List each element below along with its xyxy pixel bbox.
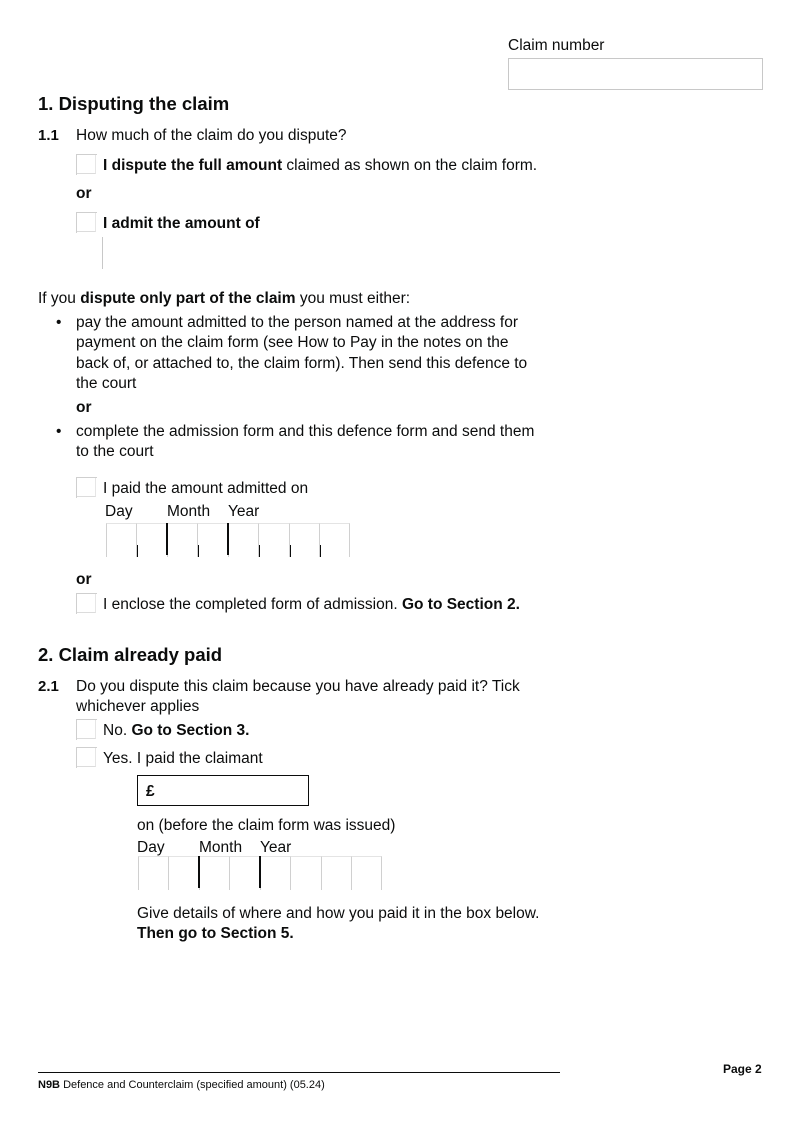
section-1-title: 1. Disputing the claim [38, 93, 230, 114]
bullet-1-line-4: the court [76, 375, 137, 392]
bullet-2-marker: • [56, 423, 62, 440]
or-label-1: or [76, 185, 92, 202]
date-separator [166, 523, 168, 555]
admit-amount-checkbox[interactable] [76, 212, 96, 232]
question-1-1-number: 1.1 [38, 127, 59, 144]
date-digit-cell[interactable] [199, 856, 230, 890]
yes-paid-label: Yes. I paid the claimant [103, 750, 263, 767]
question-1-1-text: How much of the claim do you dispute? [76, 127, 347, 144]
yes-paid-checkbox[interactable] [76, 747, 96, 767]
no-paid-checkbox[interactable] [76, 719, 96, 739]
date-digit-cell[interactable] [289, 523, 320, 557]
date-digit-cell[interactable] [260, 856, 291, 890]
date-month-label-2: Month [199, 839, 243, 856]
date-year-label-2: Year [260, 839, 292, 856]
section-2-title: 2. Claim already paid [38, 644, 223, 665]
page-number: Page 2 [723, 1062, 762, 1076]
payment-details-instruction: Give details of where and how you paid it in the box below. [137, 905, 540, 922]
enclose-admission-label: I enclose the completed form of admission. Go to Section 2. [103, 596, 520, 613]
date-day-label: Day [105, 503, 133, 520]
date-separator [227, 523, 229, 555]
date-year-label: Year [228, 503, 260, 520]
part-dispute-intro: If you dispute only part of the claim you must either: [38, 290, 411, 307]
date-digit-cell[interactable] [321, 856, 352, 890]
date-digit-cell[interactable] [258, 523, 289, 557]
date-separator [259, 856, 261, 888]
date-digit-cell[interactable] [228, 523, 259, 557]
bullet-1-marker: • [56, 314, 62, 331]
pound-sign: £ [146, 783, 155, 800]
question-2-1-line-2: whichever applies [76, 698, 200, 715]
paid-admitted-label: I paid the amount admitted on [103, 480, 309, 497]
date-month-label: Month [167, 503, 211, 520]
amount-paid-input[interactable] [137, 775, 309, 806]
date-digit-cell[interactable] [319, 523, 350, 557]
bullet-1-line-1: pay the amount admitted to the person named at the address for [76, 314, 519, 331]
admit-amount-label: I admit the amount of [103, 215, 260, 232]
dispute-full-label: I dispute the full amount claimed as shown on the claim form. [103, 157, 538, 174]
question-2-1-number: 2.1 [38, 678, 59, 695]
paid-admitted-checkbox[interactable] [76, 477, 96, 497]
footer-divider [38, 1072, 560, 1073]
date-digit-cell[interactable] [197, 523, 228, 557]
bullet-2-line-1: complete the admission form and this defence form and send them [76, 423, 535, 440]
claim-number-label: Claim number [508, 37, 605, 54]
no-paid-label: No. Go to Section 3. [103, 722, 250, 739]
or-label-2: or [76, 399, 92, 416]
paid-claimant-date[interactable] [138, 856, 383, 890]
on-before-label: on (before the claim form was issued) [137, 817, 396, 834]
date-digit-cell[interactable] [136, 523, 167, 557]
claim-number-input[interactable] [508, 58, 763, 90]
date-separator [198, 856, 200, 888]
question-2-1-line-1: Do you dispute this claim because you have already paid it? Tick [76, 678, 520, 695]
date-digit-cell[interactable] [229, 856, 260, 890]
bullet-1-line-3: back of, or attached to, the claim form). Then send this defence to [76, 355, 528, 372]
footer-form-title: N9B Defence and Counterclaim (specified amount) (05.24) [38, 1079, 325, 1091]
admit-amount-input[interactable] [102, 237, 262, 269]
bullet-2-line-2: to the court [76, 443, 154, 460]
date-digit-cell[interactable] [167, 523, 198, 557]
enclose-admission-checkbox[interactable] [76, 593, 96, 613]
date-digit-cell[interactable] [290, 856, 321, 890]
bullet-1-line-2: payment on the claim form (see How to Pay in the notes on the [76, 334, 509, 351]
paid-admitted-date[interactable] [106, 523, 351, 557]
date-digit-cell[interactable] [106, 523, 137, 557]
or-label-3: or [76, 571, 92, 588]
date-digit-cell[interactable] [168, 856, 199, 890]
go-to-section-5: Then go to Section 5. [137, 925, 294, 942]
date-digit-cell[interactable] [138, 856, 169, 890]
date-digit-cell[interactable] [351, 856, 382, 890]
dispute-full-checkbox[interactable] [76, 154, 96, 174]
date-day-label-2: Day [137, 839, 165, 856]
